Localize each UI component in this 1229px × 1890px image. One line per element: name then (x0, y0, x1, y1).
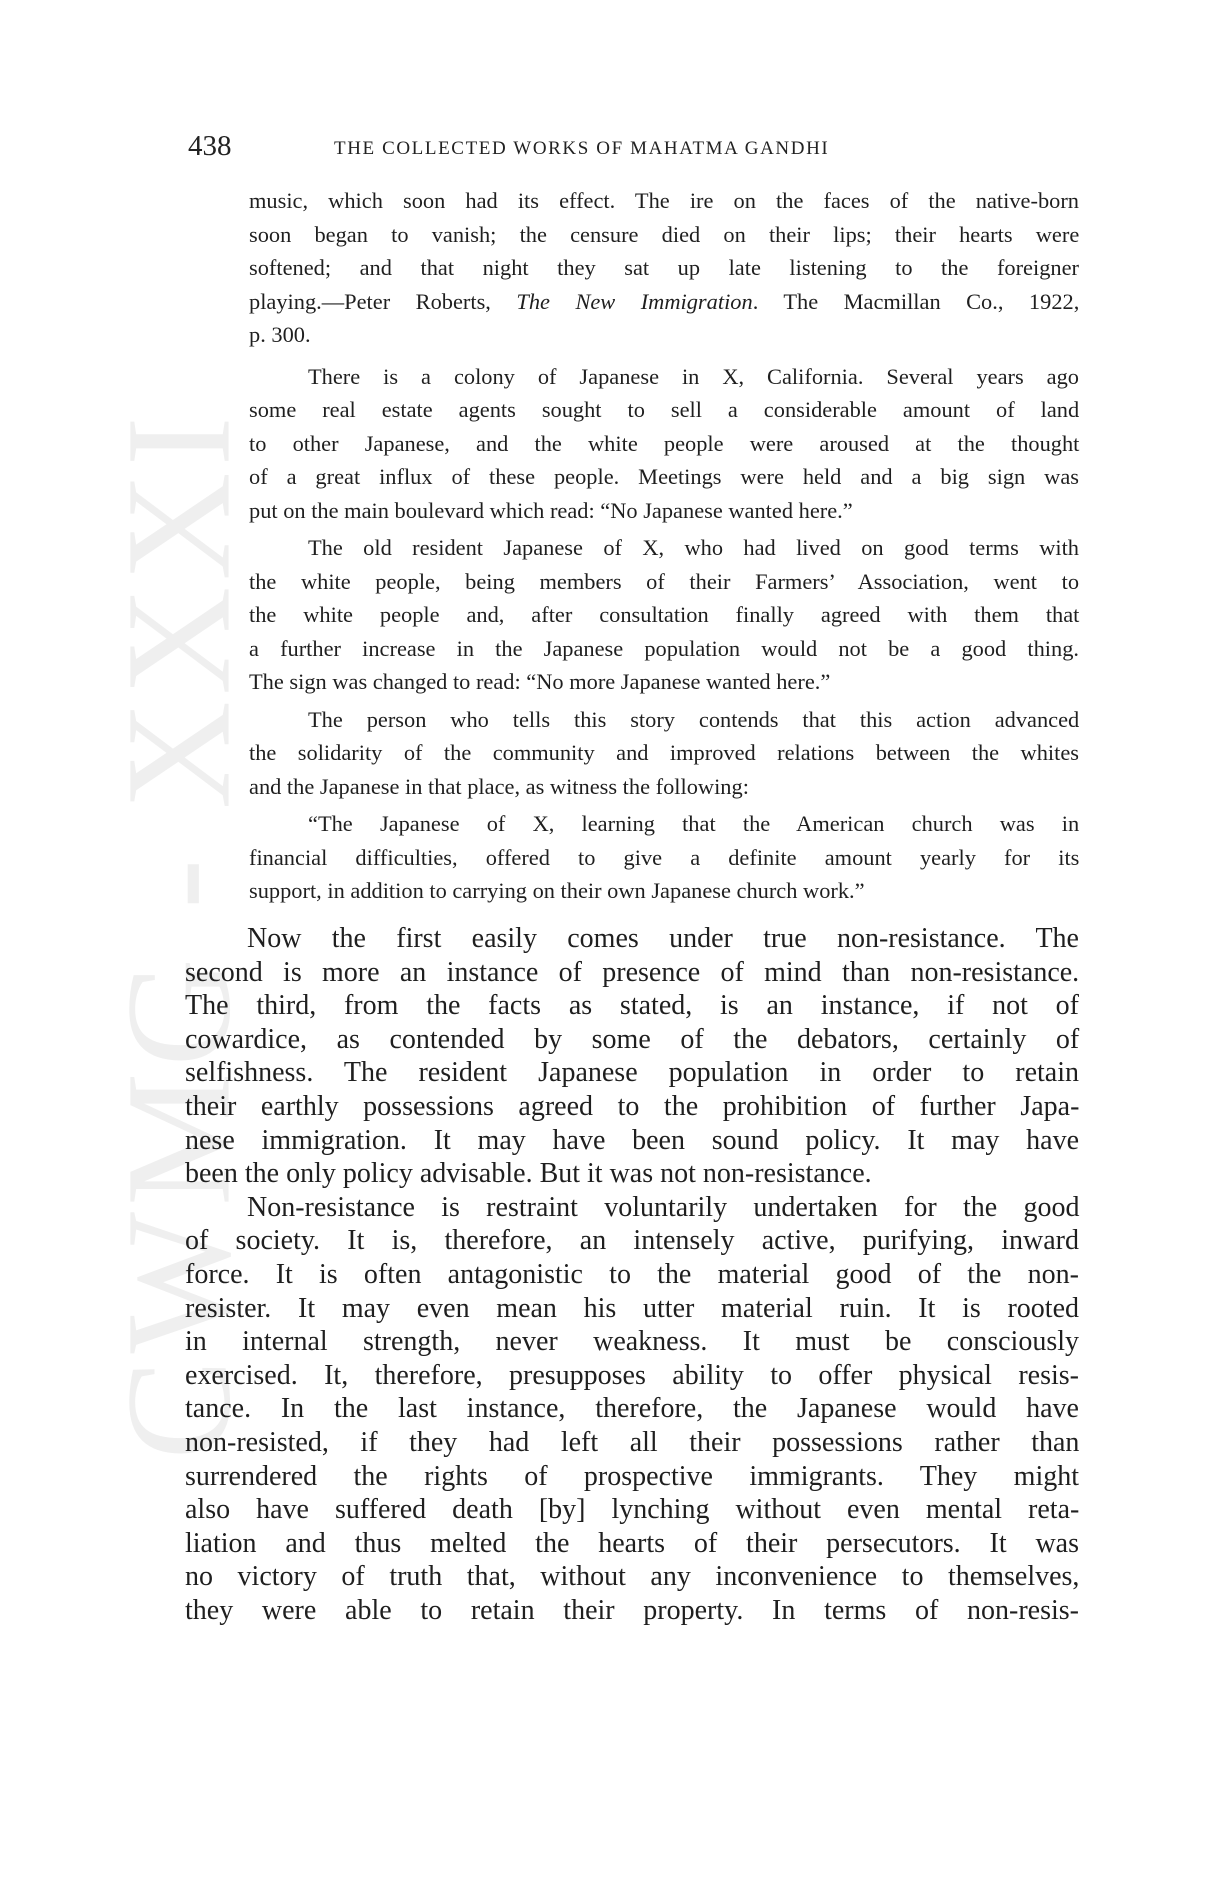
text-line: “The Japanese of X, learning that the American church was in (308, 811, 1080, 836)
text-line: non-resisted, if they had left all their possessions rather than (185, 1426, 1080, 1458)
text-line: their earthly possessions agreed to the prohibition of further Japa- (185, 1090, 1080, 1122)
text-line: of a great influx of these people. Meetings were held and a big sign was (249, 464, 1079, 489)
text-line: the white people and, after consultation finally agreed with them that (249, 602, 1080, 627)
quote-paragraph-5 (249, 807, 1079, 908)
main-body-text (185, 922, 1079, 1627)
text-line: put on the main boulevard which read: “No Japanese wanted here.” (249, 497, 853, 523)
text-line: tance. In the last instance, therefore, the Japanese would have (185, 1393, 1079, 1425)
text-line: Now the first easily comes under true non-resistance. The (247, 923, 1079, 954)
text-line: Non-resistance is restraint voluntarily undertaken for the good (247, 1191, 1080, 1223)
page-number: 438 (188, 130, 232, 162)
text-line: exercised. It, therefore, presupposes ability to offer physical resis- (185, 1359, 1079, 1391)
body-paragraph-2 (185, 1191, 1079, 1628)
text-line: selfishness. The resident Japanese population in order to retain (185, 1057, 1079, 1089)
text-line: financial difficulties, offered to give a definite amount yearly for its (249, 844, 1080, 870)
text-line: resister. It may even mean his utter material ruin. It is rooted (185, 1292, 1079, 1324)
text-line: they were able to retain their property. In terms of non-resis- (185, 1594, 1079, 1626)
quoted-excerpts (249, 184, 1079, 908)
text-line: the solidarity of the community and improved relations between the whites (249, 740, 1079, 765)
citation-prefix: playing.—Peter Roberts, (249, 288, 517, 314)
text-line: cowardice, as contended by some of the debators, certainly of (185, 1023, 1080, 1055)
text-line: surrendered the rights of prospective immigrants. They might (185, 1460, 1079, 1492)
text-line: some real estate agents sought to sell a considerable amount of land (249, 397, 1080, 422)
book-title: The New Immigration (516, 288, 753, 314)
text-line: nese immigration. It may have been sound policy. It may have (185, 1124, 1079, 1156)
body-paragraph-1 (185, 922, 1079, 1191)
watermark-text: CWMG - XXXI (96, 410, 263, 1460)
text-line: also have suffered death [by] lynching without even mental reta- (185, 1494, 1080, 1526)
quote-paragraph-4 (249, 703, 1079, 804)
text-line: There is a colony of Japanese in X, California. Several years ago (308, 363, 1079, 389)
quote-paragraph-1 (249, 184, 1079, 352)
text-line: The sign was changed to read: “No more Japanese wanted here.” (249, 669, 831, 694)
text-line: The old resident Japanese of X, who had lived on good terms with (308, 535, 1079, 560)
text-line: second is more an instance of presence of mind than non-resistance. (185, 956, 1080, 988)
text-line: p. 300. (249, 322, 311, 347)
page-header (188, 130, 1088, 166)
quote-paragraph-2 (249, 360, 1079, 528)
text-line: the white people, being members of their Farmers’ Association, went to (249, 568, 1080, 594)
text-line: force. It is often antagonistic to the material good of the non- (185, 1258, 1079, 1290)
text-line: The third, from the facts as stated, is an instance, if not of (185, 990, 1079, 1022)
text-line: no victory of truth that, without any inconvenience to themselves, (185, 1561, 1080, 1593)
text-line: been the only policy advisable. But it was not non-resistance. (185, 1158, 872, 1190)
citation-suffix: . The Macmillan Co., 1922, (752, 288, 1080, 314)
running-head: THE COLLECTED WORKS OF MAHATMA GANDHI (334, 138, 830, 159)
text-line: support, in addition to carrying on their own Japanese church work.” (249, 878, 865, 903)
text-line: in internal strength, never weakness. It must be consciously (185, 1326, 1079, 1358)
text-line: The person who tells this story contends that this action advanced (308, 706, 1080, 732)
text-line: liation and thus melted the hearts of their persecutors. It was (185, 1527, 1079, 1559)
quote-paragraph-3 (249, 531, 1079, 699)
text-line: to other Japanese, and the white people were aroused at the thought (249, 430, 1080, 456)
text-line: of society. It is, therefore, an intensely active, purifying, inward (185, 1225, 1079, 1257)
text-line: softened; and that night they sat up late listening to the foreigner (249, 255, 1079, 280)
text-line: music, which soon had its effect. The ire on the faces of the native-born (249, 188, 1079, 213)
citation-line (249, 285, 1079, 319)
text-line: soon began to vanish; the censure died on their lips; their hearts were (249, 221, 1080, 247)
text-line: and the Japanese in that place, as witness the following: (249, 773, 749, 799)
text-line: a further increase in the Japanese population would not be a good thing. (249, 635, 1079, 661)
